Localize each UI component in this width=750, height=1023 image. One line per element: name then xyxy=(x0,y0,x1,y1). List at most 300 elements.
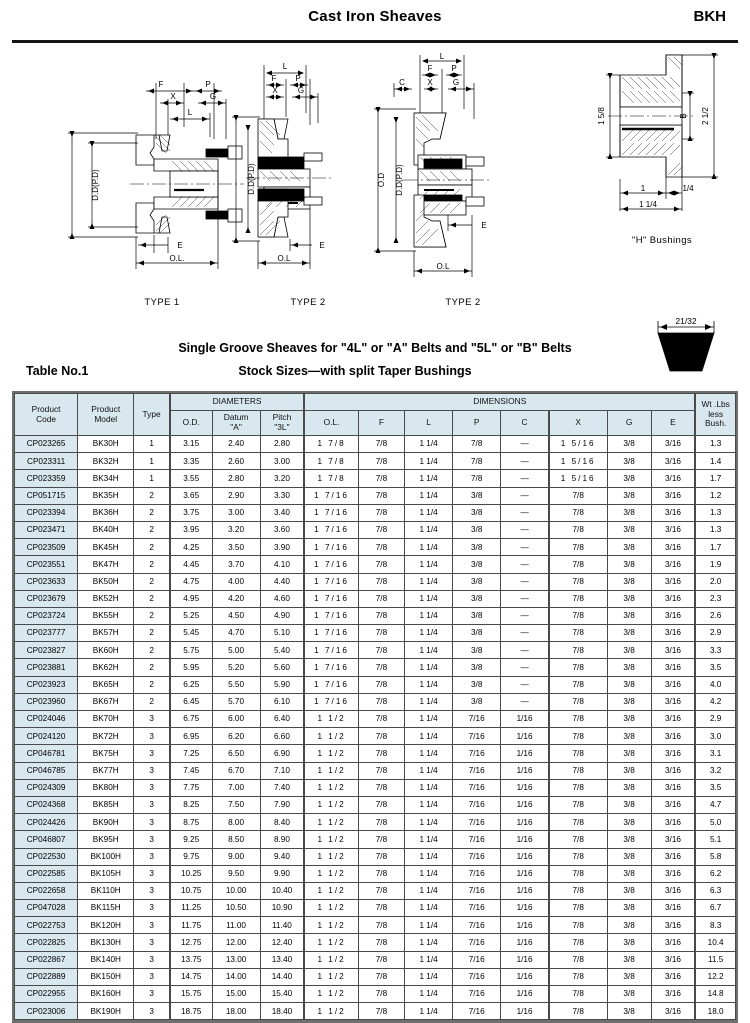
cell-g: 3/8 xyxy=(607,642,651,659)
cell-c: 1/16 xyxy=(501,779,549,796)
cell-product_model: BK60H xyxy=(78,642,134,659)
cell-product_code: CP022753 xyxy=(15,917,78,934)
col-header-l: L xyxy=(405,411,453,436)
product-series-code: BKH xyxy=(693,8,726,25)
cell-e: 3/16 xyxy=(651,642,695,659)
cell-f: 7/8 xyxy=(358,453,404,470)
cell-p: 7/16 xyxy=(453,865,501,882)
cell-c: 1/16 xyxy=(501,762,549,779)
cell-od: 6.95 xyxy=(170,728,212,745)
cell-od: 11.75 xyxy=(170,917,212,934)
col-header-c: C xyxy=(501,411,549,436)
cell-pitch: 3.60 xyxy=(260,521,304,538)
cell-pitch: 4.40 xyxy=(260,573,304,590)
col-header-e: E xyxy=(651,411,695,436)
cell-f: 7/8 xyxy=(358,900,404,917)
svg-text:O.L: O.L xyxy=(277,254,291,263)
cell-e: 3/16 xyxy=(651,625,695,642)
cell-ol: 1 1/2 xyxy=(304,728,358,745)
cell-e: 3/16 xyxy=(651,951,695,968)
cell-type: 3 xyxy=(134,865,170,882)
svg-text:X: X xyxy=(170,92,176,101)
cell-type: 2 xyxy=(134,625,170,642)
cell-type: 3 xyxy=(134,900,170,917)
cell-datum: 4.00 xyxy=(212,573,260,590)
cell-pitch: 14.40 xyxy=(260,968,304,985)
cell-od: 3.15 xyxy=(170,436,212,453)
cell-type: 3 xyxy=(134,814,170,831)
technical-drawings xyxy=(0,47,750,339)
cell-product_code: CP022658 xyxy=(15,882,78,899)
cell-wt: 2.3 xyxy=(695,590,735,607)
svg-text:L: L xyxy=(282,62,288,71)
cell-x: 7/8 xyxy=(549,796,607,813)
cell-wt: 10.4 xyxy=(695,934,735,951)
cell-ol: 1 1/2 xyxy=(304,814,358,831)
cell-g: 3/8 xyxy=(607,728,651,745)
table-row xyxy=(15,848,736,865)
table-row xyxy=(15,831,736,848)
cell-x: 7/8 xyxy=(549,607,607,624)
cell-l: 1 1/4 xyxy=(405,745,453,762)
cell-pitch: 8.40 xyxy=(260,814,304,831)
cell-datum: 2.40 xyxy=(212,436,260,453)
cell-od: 15.75 xyxy=(170,986,212,1003)
svg-text:O.L.: O.L. xyxy=(169,254,185,263)
group-header-diameters: DIAMETERS xyxy=(170,394,304,411)
cell-x: 7/8 xyxy=(549,642,607,659)
cell-pitch: 8.90 xyxy=(260,831,304,848)
svg-text:E: E xyxy=(481,221,487,230)
cell-x: 7/8 xyxy=(549,521,607,538)
cell-f: 7/8 xyxy=(358,882,404,899)
cell-e: 3/16 xyxy=(651,865,695,882)
table-row xyxy=(15,539,736,556)
cell-od: 7.25 xyxy=(170,745,212,762)
cell-wt: 11.5 xyxy=(695,951,735,968)
cell-product_model: BK190H xyxy=(78,1003,134,1020)
cell-wt: 3.3 xyxy=(695,642,735,659)
cell-g: 3/8 xyxy=(607,796,651,813)
cell-ol: 1 1/2 xyxy=(304,1003,358,1020)
cell-x: 7/8 xyxy=(549,831,607,848)
cell-wt: 1.4 xyxy=(695,453,735,470)
cell-datum: 10.00 xyxy=(212,882,260,899)
cell-c: — xyxy=(501,573,549,590)
cell-pitch: 5.90 xyxy=(260,676,304,693)
cell-od: 8.25 xyxy=(170,796,212,813)
cell-x: 7/8 xyxy=(549,625,607,642)
table-number-label: Table No.1 xyxy=(26,364,89,378)
cell-e: 3/16 xyxy=(651,607,695,624)
cell-e: 3/16 xyxy=(651,539,695,556)
table-row xyxy=(15,659,736,676)
col-header-f: F xyxy=(358,411,404,436)
cell-c: 1/16 xyxy=(501,1003,549,1020)
cell-e: 3/16 xyxy=(651,676,695,693)
cell-g: 3/8 xyxy=(607,951,651,968)
cell-datum: 7.00 xyxy=(212,779,260,796)
specs-table xyxy=(14,393,736,1020)
cell-product_code: CP024046 xyxy=(15,711,78,728)
cell-p: 7/16 xyxy=(453,848,501,865)
cell-type: 3 xyxy=(134,951,170,968)
cell-f: 7/8 xyxy=(358,504,404,521)
cell-pitch: 6.40 xyxy=(260,711,304,728)
cell-product_model: BK80H xyxy=(78,779,134,796)
cell-type: 1 xyxy=(134,436,170,453)
group-header-dimensions: DIMENSIONS xyxy=(304,394,695,411)
table-row xyxy=(15,573,736,590)
cell-type: 2 xyxy=(134,676,170,693)
cell-ol: 1 7/16 xyxy=(304,642,358,659)
cell-p: 7/16 xyxy=(453,814,501,831)
cell-od: 9.75 xyxy=(170,848,212,865)
cell-c: — xyxy=(501,470,549,487)
cell-pitch: 5.40 xyxy=(260,642,304,659)
cell-pitch: 3.00 xyxy=(260,453,304,470)
cell-ol: 1 7/16 xyxy=(304,521,358,538)
table-row xyxy=(15,487,736,504)
cell-f: 7/8 xyxy=(358,470,404,487)
table-row xyxy=(15,814,736,831)
cell-l: 1 1/4 xyxy=(405,693,453,710)
cell-datum: 10.50 xyxy=(212,900,260,917)
cell-ol: 1 1/2 xyxy=(304,882,358,899)
cell-pitch: 3.30 xyxy=(260,487,304,504)
cell-product_code: CP022530 xyxy=(15,848,78,865)
cell-p: 7/16 xyxy=(453,762,501,779)
cell-od: 6.75 xyxy=(170,711,212,728)
cell-p: 3/8 xyxy=(453,539,501,556)
cell-l: 1 1/4 xyxy=(405,676,453,693)
cell-c: 1/16 xyxy=(501,745,549,762)
cell-product_code: CP046781 xyxy=(15,745,78,762)
cell-x: 7/8 xyxy=(549,590,607,607)
cell-g: 3/8 xyxy=(607,590,651,607)
cell-product_code: CP023551 xyxy=(15,556,78,573)
cell-wt: 1.3 xyxy=(695,436,735,453)
cell-g: 3/8 xyxy=(607,814,651,831)
svg-text:X: X xyxy=(272,86,278,95)
cell-product_code: CP023827 xyxy=(15,642,78,659)
cell-ol: 1 1/2 xyxy=(304,831,358,848)
cell-product_code: CP023006 xyxy=(15,1003,78,1020)
cell-type: 3 xyxy=(134,762,170,779)
cell-c: 1/16 xyxy=(501,865,549,882)
cell-x: 7/8 xyxy=(549,504,607,521)
cell-od: 3.65 xyxy=(170,487,212,504)
cell-product_code: CP023679 xyxy=(15,590,78,607)
cell-x: 1 5/16 xyxy=(549,470,607,487)
cell-l: 1 1/4 xyxy=(405,986,453,1003)
cell-datum: 2.60 xyxy=(212,453,260,470)
cell-datum: 12.00 xyxy=(212,934,260,951)
cell-wt: 3.2 xyxy=(695,762,735,779)
cell-ol: 1 7/16 xyxy=(304,487,358,504)
svg-text:G: G xyxy=(452,78,460,87)
cell-wt: 3.5 xyxy=(695,779,735,796)
cell-l: 1 1/4 xyxy=(405,573,453,590)
cell-product_code: CP023359 xyxy=(15,470,78,487)
cell-f: 7/8 xyxy=(358,831,404,848)
cell-p: 3/8 xyxy=(453,607,501,624)
cell-type: 3 xyxy=(134,728,170,745)
page-title: Cast Iron Sheaves xyxy=(308,8,442,25)
cell-p: 7/16 xyxy=(453,1003,501,1020)
figure-caption-h-bushings: "H" Bushings xyxy=(631,235,693,246)
table-row xyxy=(15,590,736,607)
cell-od: 14.75 xyxy=(170,968,212,985)
cell-f: 7/8 xyxy=(358,848,404,865)
cell-pitch: 13.40 xyxy=(260,951,304,968)
cell-c: 1/16 xyxy=(501,814,549,831)
svg-text:1 1/4: 1 1/4 xyxy=(639,200,657,209)
cell-type: 2 xyxy=(134,642,170,659)
svg-text:L: L xyxy=(187,108,193,117)
cell-e: 3/16 xyxy=(651,762,695,779)
cell-ol: 1 7/16 xyxy=(304,625,358,642)
cell-x: 7/8 xyxy=(549,951,607,968)
svg-text:D.D(P.D): D.D(P.D) xyxy=(395,164,404,196)
cell-f: 7/8 xyxy=(358,711,404,728)
cell-g: 3/8 xyxy=(607,436,651,453)
cell-type: 2 xyxy=(134,590,170,607)
cell-g: 3/8 xyxy=(607,762,651,779)
cell-ol: 1 7/16 xyxy=(304,573,358,590)
cell-g: 3/8 xyxy=(607,968,651,985)
cell-product_model: BK57H xyxy=(78,625,134,642)
figure-h-bushings xyxy=(578,47,746,247)
svg-text:O.D: O.D xyxy=(377,172,386,188)
cell-l: 1 1/4 xyxy=(405,556,453,573)
cell-c: 1/16 xyxy=(501,986,549,1003)
cell-ol: 1 1/2 xyxy=(304,951,358,968)
cell-e: 3/16 xyxy=(651,693,695,710)
cell-product_code: CP023394 xyxy=(15,504,78,521)
cell-f: 7/8 xyxy=(358,917,404,934)
cell-type: 3 xyxy=(134,779,170,796)
cell-f: 7/8 xyxy=(358,676,404,693)
cell-f: 7/8 xyxy=(358,728,404,745)
table-row xyxy=(15,711,736,728)
cell-wt: 6.3 xyxy=(695,882,735,899)
cell-p: 7/8 xyxy=(453,436,501,453)
col-header-od: O.D. xyxy=(170,411,212,436)
section-subheading: Stock Sizes—with split Taper Bushings xyxy=(238,364,472,378)
cell-f: 7/8 xyxy=(358,865,404,882)
svg-text:1/4: 1/4 xyxy=(682,184,694,193)
cell-e: 3/16 xyxy=(651,745,695,762)
cell-datum: 6.70 xyxy=(212,762,260,779)
cell-product_code: CP024120 xyxy=(15,728,78,745)
cell-datum: 4.70 xyxy=(212,625,260,642)
cell-g: 3/8 xyxy=(607,711,651,728)
cell-wt: 14.8 xyxy=(695,986,735,1003)
cell-wt: 18.0 xyxy=(695,1003,735,1020)
cell-ol: 1 1/2 xyxy=(304,796,358,813)
cell-g: 3/8 xyxy=(607,900,651,917)
cell-od: 5.75 xyxy=(170,642,212,659)
cell-e: 3/16 xyxy=(651,779,695,796)
cell-pitch: 9.40 xyxy=(260,848,304,865)
cell-c: — xyxy=(501,453,549,470)
cell-od: 18.75 xyxy=(170,1003,212,1020)
svg-text:C: C xyxy=(399,78,405,87)
figure-caption-type-2b: TYPE 2 xyxy=(445,297,481,308)
cell-p: 7/16 xyxy=(453,882,501,899)
cell-ol: 1 7/8 xyxy=(304,470,358,487)
cell-l: 1 1/4 xyxy=(405,968,453,985)
table-row xyxy=(15,556,736,573)
cell-pitch: 4.90 xyxy=(260,607,304,624)
cell-x: 7/8 xyxy=(549,487,607,504)
cell-type: 2 xyxy=(134,556,170,573)
cell-p: 7/16 xyxy=(453,831,501,848)
cell-ol: 1 1/2 xyxy=(304,865,358,882)
table-row xyxy=(15,968,736,985)
cell-datum: 13.00 xyxy=(212,951,260,968)
table-row xyxy=(15,470,736,487)
cell-datum: 3.70 xyxy=(212,556,260,573)
cell-x: 7/8 xyxy=(549,728,607,745)
cell-g: 3/8 xyxy=(607,934,651,951)
cell-product_model: BK140H xyxy=(78,951,134,968)
cell-e: 3/16 xyxy=(651,590,695,607)
cell-od: 5.25 xyxy=(170,607,212,624)
cell-product_code: CP022889 xyxy=(15,968,78,985)
cell-pitch: 6.60 xyxy=(260,728,304,745)
cell-c: — xyxy=(501,590,549,607)
cell-type: 3 xyxy=(134,934,170,951)
cell-g: 3/8 xyxy=(607,573,651,590)
svg-text:D.D(P.D): D.D(P.D) xyxy=(247,163,256,195)
cell-e: 3/16 xyxy=(651,934,695,951)
svg-text:O.L: O.L xyxy=(436,262,450,271)
cell-ol: 1 7/16 xyxy=(304,504,358,521)
cell-product_model: BK160H xyxy=(78,986,134,1003)
cell-p: 7/16 xyxy=(453,986,501,1003)
cell-product_model: BK85H xyxy=(78,796,134,813)
cell-c: 1/16 xyxy=(501,831,549,848)
cell-datum: 9.50 xyxy=(212,865,260,882)
cell-g: 3/8 xyxy=(607,779,651,796)
cell-ol: 1 1/2 xyxy=(304,762,358,779)
cell-c: — xyxy=(501,693,549,710)
cell-product_model: BK32H xyxy=(78,453,134,470)
cell-product_model: BK47H xyxy=(78,556,134,573)
cell-pitch: 11.40 xyxy=(260,917,304,934)
cell-p: 3/8 xyxy=(453,521,501,538)
cell-p: 7/16 xyxy=(453,934,501,951)
cell-x: 7/8 xyxy=(549,934,607,951)
cell-pitch: 7.10 xyxy=(260,762,304,779)
cell-type: 3 xyxy=(134,968,170,985)
cell-datum: 5.70 xyxy=(212,693,260,710)
cell-ol: 1 1/2 xyxy=(304,986,358,1003)
cell-f: 7/8 xyxy=(358,796,404,813)
cell-datum: 2.80 xyxy=(212,470,260,487)
cell-x: 7/8 xyxy=(549,986,607,1003)
cell-c: — xyxy=(501,676,549,693)
cell-x: 7/8 xyxy=(549,848,607,865)
cell-p: 3/8 xyxy=(453,573,501,590)
cell-wt: 3.0 xyxy=(695,728,735,745)
table-row xyxy=(15,951,736,968)
svg-text:G: G xyxy=(209,92,217,101)
cell-datum: 14.00 xyxy=(212,968,260,985)
cell-f: 7/8 xyxy=(358,762,404,779)
table-row xyxy=(15,642,736,659)
cell-product_code: CP023471 xyxy=(15,521,78,538)
cell-x: 7/8 xyxy=(549,900,607,917)
cell-wt: 3.1 xyxy=(695,745,735,762)
cell-wt: 1.9 xyxy=(695,556,735,573)
cell-ol: 1 1/2 xyxy=(304,968,358,985)
cell-datum: 8.50 xyxy=(212,831,260,848)
cell-product_model: BK105H xyxy=(78,865,134,882)
cell-f: 7/8 xyxy=(358,573,404,590)
cell-l: 1 1/4 xyxy=(405,831,453,848)
cell-f: 7/8 xyxy=(358,556,404,573)
svg-text:F: F xyxy=(427,64,433,73)
cell-datum: 6.50 xyxy=(212,745,260,762)
cell-wt: 6.2 xyxy=(695,865,735,882)
cell-l: 1 1/4 xyxy=(405,521,453,538)
cell-od: 4.95 xyxy=(170,590,212,607)
cell-datum: 2.90 xyxy=(212,487,260,504)
cell-od: 9.25 xyxy=(170,831,212,848)
col-header-pitch: Pitch "3L" xyxy=(260,411,304,436)
svg-text:1: 1 xyxy=(640,184,646,193)
figure-type-2b xyxy=(368,47,558,309)
cell-l: 1 1/4 xyxy=(405,814,453,831)
cell-datum: 5.20 xyxy=(212,659,260,676)
cell-f: 7/8 xyxy=(358,968,404,985)
cell-f: 7/8 xyxy=(358,659,404,676)
cell-p: 7/16 xyxy=(453,900,501,917)
cell-type: 3 xyxy=(134,796,170,813)
cell-l: 1 1/4 xyxy=(405,882,453,899)
cell-f: 7/8 xyxy=(358,934,404,951)
table-row xyxy=(15,986,736,1003)
cell-wt: 2.9 xyxy=(695,711,735,728)
cell-f: 7/8 xyxy=(358,693,404,710)
col-header-datum: Datum "A" xyxy=(212,411,260,436)
cell-f: 7/8 xyxy=(358,642,404,659)
cell-g: 3/8 xyxy=(607,521,651,538)
cell-product_model: BK100H xyxy=(78,848,134,865)
cell-product_code: CP051715 xyxy=(15,487,78,504)
table-row xyxy=(15,865,736,882)
cell-p: 7/16 xyxy=(453,728,501,745)
cell-g: 3/8 xyxy=(607,556,651,573)
cell-g: 3/8 xyxy=(607,745,651,762)
cell-pitch: 18.40 xyxy=(260,1003,304,1020)
cell-e: 3/16 xyxy=(651,711,695,728)
cell-wt: 8.3 xyxy=(695,917,735,934)
cell-product_code: CP023960 xyxy=(15,693,78,710)
cell-p: 3/8 xyxy=(453,676,501,693)
cell-wt: 4.0 xyxy=(695,676,735,693)
svg-text:D.D(P.D): D.D(P.D) xyxy=(91,169,100,201)
cell-wt: 1.2 xyxy=(695,487,735,504)
cell-x: 7/8 xyxy=(549,779,607,796)
cell-product_model: BK90H xyxy=(78,814,134,831)
svg-text:X: X xyxy=(427,78,433,87)
cell-type: 3 xyxy=(134,848,170,865)
cell-ol: 1 7/16 xyxy=(304,693,358,710)
